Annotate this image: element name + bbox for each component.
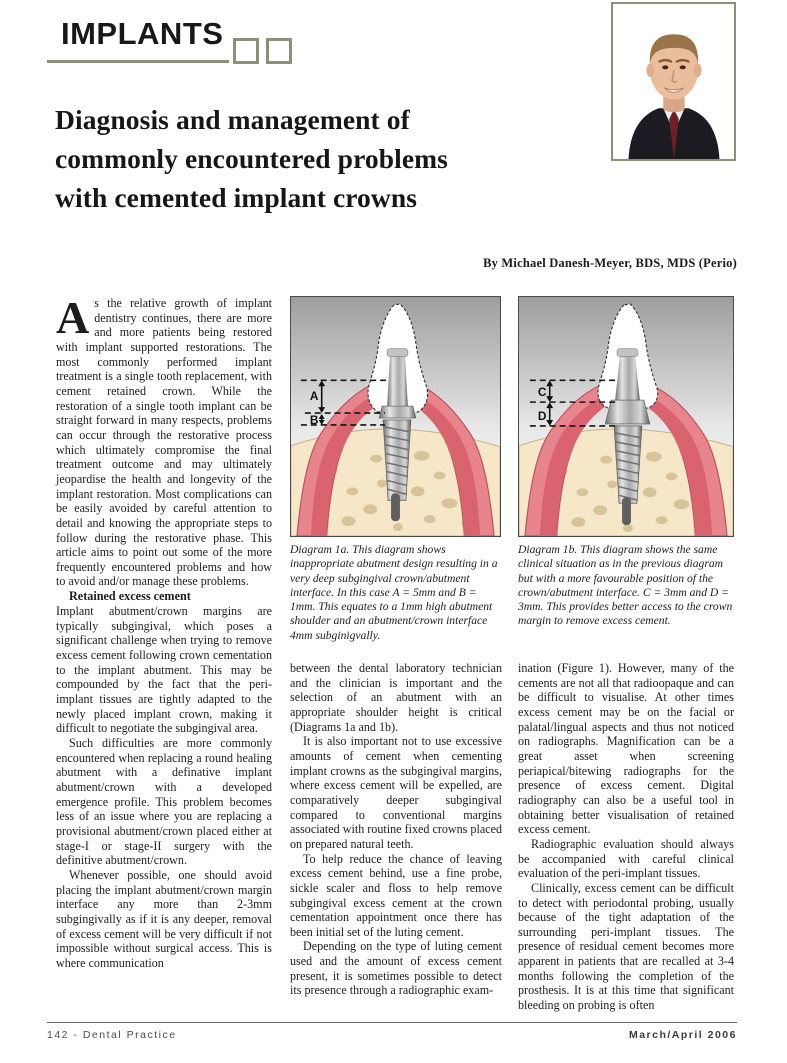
paragraph: It is also important not to use excessive amounts of cement when cementing implant crowns as the subgingival margins, where excess cement will be expelled, are comparatively deeper subgingival compared to conventional margins associated with routine fixed crowns placed on prepared natural teeth. [290, 734, 502, 851]
diagram-1a-label-a: A [309, 389, 319, 404]
body-column-2 [290, 661, 502, 998]
diagram-1b-label-c: C [537, 385, 547, 400]
paragraph: Radiographic evaluation should always be accompanied with careful clinical evaluation of the peri-implant tissues. [518, 836, 734, 881]
figure-1a-caption: Diagram 1a. This diagram shows inappropriate abutment design resulting in a very deep subgingival crown/abutment interface. In this case A = 5mm and B = 1mm. This equates to a 1mm high abutment shoulder and an abutment/crown interface 4mm subginigvally. [290, 543, 498, 642]
figure-1b-caption: Diagram 1b. This diagram shows the same clinical situation as in the previous diagram but with a more favourable position of the crown/abutment interface. C = 3mm and D = 3mm. This provides better access to the crown margin to remove excess cement. [518, 543, 733, 628]
paragraph: Whenever possible, one should avoid placing the implant abutment/crown margin interface any more than 2-3mm subgingivally as if it is any deeper, removal of excess cement will be very difficult if not impossible without surgical access. This is where communication [56, 867, 272, 970]
footer-issue-date: March/April 2006 [628, 1029, 737, 1041]
figure-diagram-1a [290, 296, 501, 643]
section-heading-retained-excess-cement: Retained excess cement [69, 589, 191, 604]
masthead-box-2 [266, 38, 292, 64]
article-title [55, 100, 575, 217]
article-title-line-2: commonly encountered problems [55, 143, 448, 174]
author-portrait-image [613, 4, 734, 159]
paragraph: between the dental laboratory technician and the clinician is important and the selection of an abutment with an appropriate shoulder height is critical (Diagrams 1a and 1b). [290, 661, 502, 734]
drop-cap: A [56, 292, 90, 343]
footer-rule [47, 1022, 737, 1023]
paragraph: Implant abutment/crown margins are typically subgingival, which poses a significant challenge when trying to remove excess cement following crown cementation to the implant abutment. This may be compounded by the fact that the peri-implant tissues are tightly adapted to the newly placed implant crown, making it difficult to negotiate the subgingival area. [56, 604, 272, 736]
author-portrait [611, 2, 736, 161]
masthead-rule [47, 60, 229, 63]
paragraph: ination (Figure 1). However, many of the cements are not all that radioopaque and can be difficult to visualise. At other times excess cement may be on the facial or palatal/lingual aspects and thus not noticed on radiographs. Magnification can be a great asset when screening periapical/bitewing radiographs for the presence of excess cement. Digital radiography can also be a useful tool in obtaining better visualisation of retained excess cement. [518, 661, 734, 837]
article-title-line-1: Diagnosis and management of [55, 104, 410, 135]
article-title-line-3: with cemented implant crowns [55, 182, 418, 213]
paragraph: Depending on the type of luting cement used and the amount of excess cement present, it is sometimes possible to detect its presence through a radiographic exam- [290, 939, 502, 998]
masthead-box-1 [233, 38, 259, 64]
paragraph: Such difficulties are more commonly encountered when replacing a round healing abutment with a definative implant abutment/crown with a developed emergence profile. This problem becomes less of an issue where you are replacing a provisional abutment/crown placed either at stage-I or stage-II surgery with the definitive abutment/crown. [56, 736, 272, 868]
diagram-1b-label-d: D [537, 408, 547, 423]
body-column-1 [56, 292, 272, 971]
paragraph: Clinically, excess cement can be difficult to detect with periodontal probing, usually because of the tight adaptation of the surrounding peri-implant tissues. The presence of residual cement becomes more apparent in patients that are recalled at 3-4 months following the completion of the prosthesis. It is at this time that significant bleeding on probing is often [518, 880, 734, 1013]
byline [300, 256, 737, 271]
diagram-1a-image [290, 296, 501, 537]
byline-text: By Michael Danesh-Meyer, BDS, MDS (Perio) [483, 256, 737, 270]
paragraph-text: s the relative growth of implant dentistry continues, there are more and more patients being restored with implant supported restorations. The most commonly performed implant treatment is a single tooth replacement, with cement retained crown. While the restoration of a single tooth implant can be straight forward in many respects, problems can occur through the restorative process which ultimately compromise the final treatment outcome and may ultimately jeopardise the health and longevity of the implant restoration. Most complications can be easily avoided by careful attention to detail and knowing the appropriate steps to follow during the restorative phase. This article aims to point out some of the more frequently encountered problems and how to avoid and/or manage these problems. [56, 296, 272, 589]
body-column-3 [518, 661, 734, 1013]
figure-diagram-1b [518, 296, 734, 629]
paragraph [56, 292, 272, 589]
paragraph: To help reduce the chance of leaving excess cement behind, use a fine probe, sickle scaler and floss to help remove subgingival excess cement at the crown cementation appointment once there has been initial set of the luting cement. [290, 851, 502, 939]
footer-page-info: 142 - Dental Practice [47, 1029, 177, 1041]
masthead-title: IMPLANTS [61, 16, 224, 51]
diagram-1a-label-b: B [309, 412, 319, 427]
diagram-1b-image [518, 296, 734, 537]
